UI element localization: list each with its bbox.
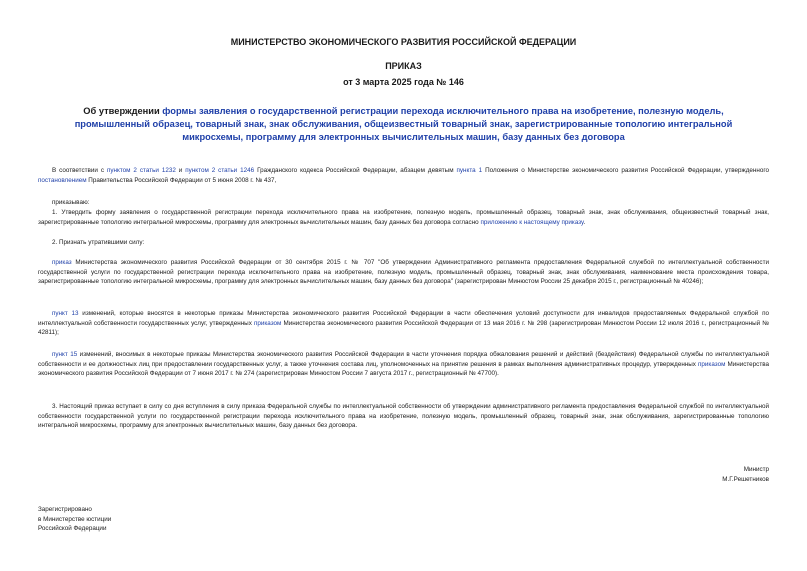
registration-block — [38, 505, 111, 534]
link-order-707[interactable]: приказ — [52, 259, 72, 266]
document-date-number: от 3 марта 2025 года № 146 — [343, 77, 464, 87]
item-2-subitem-a — [38, 258, 769, 287]
orders-label: приказываю: — [52, 199, 90, 206]
ministry-heading: МИНИСТЕРСТВО ЭКОНОМИЧЕСКОГО РАЗВИТИЯ РОССИЙСКОЙ ФЕДЕРАЦИИ — [230, 37, 577, 47]
title-lead: Об утверждении — [83, 106, 163, 116]
link-point-15[interactable]: пункт 15 — [52, 351, 78, 358]
item-2c-text-1: изменений, вносимых в некоторые приказы Министерства экономического развития Российской Федерации в части уточнения порядка обжалования решений и действий (бездействия) Федеральной службы по интеллектуальной собственности и ее должностных лиц при предоставлении государственных услуг, а также уточнения состава лиц, уполномоченных на принятие решения в рамках выполнения административных процедур, утвержденных — [38, 351, 770, 368]
item-2a-text: Министерства экономического развития Российской Федерации от 30 сентября 2015 г. № 707 "Об утверждении Административного регламента предоставления Федеральной службой по интеллектуальной собственности государственной услуги по государственной регистрации перехода исключительного права на изобретение, полезную модель, промышленный образец, товарный знак, знак обслуживания, наименование места происхождения товара, зарегистрированные топологию интегральной микросхемы, программу для электронных вычислительных машин, базу данных без договора" (зарегистрирован Минюстом России 25 декабря 2015 г., регистрационный № 40246); — [38, 259, 769, 286]
item-2b-text-1: изменений, которые вносятся в некоторые приказы Министерства экономического развития Российской Федерации в части обеспечения условий доступности для инвалидов предоставляемых Федеральной службой по интеллектуальной собственности государственных услуг, утвержденных — [38, 310, 769, 327]
link-appendix[interactable]: приложению к настоящему приказу — [480, 218, 584, 226]
signer-position: Министр — [743, 466, 769, 473]
signature-block — [722, 465, 769, 484]
basis-text-5: Правительства Российской Федерации от 5 июня 2008 г. № 437, — [86, 176, 277, 184]
title-link[interactable]: формы заявления о государственной регистрации перехода исключительного права на изобретение, полезную модель, промышленный образец, товарный знак, знак обслуживания, общеизвестный товарный знак, зарегистрированные топологию интегральной микросхемы, программу для электронных вычислительных машин, базу данных без договора — [74, 106, 733, 142]
link-order-298[interactable]: приказом — [253, 319, 282, 327]
item-1-text: 1. Утвердить форму заявления о государственной регистрации перехода исключительного права на изобретение, полезную модель, промышленный образец, товарный знак, знак обслуживания, общеизвестный товарный знак, зарегистрированные топологию интегральной микросхемы, программу для электронных вычислительных машин, базу данных без договора согласно — [38, 209, 769, 226]
item-2b-text-2: Министерства экономического развития Российской Федерации от 13 мая 2016 г. № 298 (зарегистрирован Минюстом России 12 июля 2016 г., регистрационный № 42811); — [38, 319, 769, 337]
document-title — [60, 105, 747, 144]
link-article-1232[interactable]: пунктом 2 статьи 1232 — [106, 167, 176, 174]
link-order-274[interactable]: приказом — [698, 360, 726, 368]
item-2c-text-2: Министерства экономического развития Российской Федерации от 7 июня 2017 г. № 274 (зарегистрирован Минюстом России 7 августа 2017 г., регистрационный № 47700). — [38, 360, 769, 378]
basis-text-2: и — [175, 167, 186, 174]
item-2-subitem-c — [38, 350, 769, 379]
basis-paragraph — [38, 166, 769, 185]
link-resolution[interactable]: постановлением — [38, 176, 87, 184]
registration-line-1: Зарегистрировано — [38, 506, 92, 513]
basis-text-1: В соответствии с — [52, 167, 107, 174]
signer-name: М.Г.Решетников — [722, 475, 769, 483]
item-2-subitem-b — [38, 309, 769, 338]
link-regulation-point-1[interactable]: пункта 1 — [456, 167, 483, 174]
link-point-13[interactable]: пункт 13 — [52, 310, 79, 317]
registration-line-2: в Министерстве юстиции — [38, 515, 112, 523]
item-1-end: . — [583, 218, 586, 226]
basis-text-3: Гражданского кодекса Российской Федерации, абзацем девятым — [254, 167, 457, 174]
document-type: ПРИКАЗ — [385, 61, 422, 71]
item-2: 2. Признать утратившими силу: — [52, 239, 145, 246]
item-3: 3. Настоящий приказ вступает в силу со дня вступления в силу приказа Федеральной службы по интеллектуальной собственности об утверждении административного регламента предоставления Федеральной службой по интеллектуальной собственности государственной услуги по государственной регистрации перехода исключительного права на изобретение, полезную модель, промышленный образец, товарный знак, знак обслуживания, зарегистрированные топологию интегральной микросхемы, программу для электронных вычислительных машин, базу данных без договора. — [38, 403, 769, 430]
link-article-1246[interactable]: пунктом 2 статьи 1246 — [185, 167, 255, 174]
basis-text-4: Положения о Министерстве экономического развития Российской Федерации, утвержденного — [482, 167, 769, 174]
item-1 — [38, 208, 769, 227]
registration-line-3: Российской Федерации — [38, 525, 107, 533]
